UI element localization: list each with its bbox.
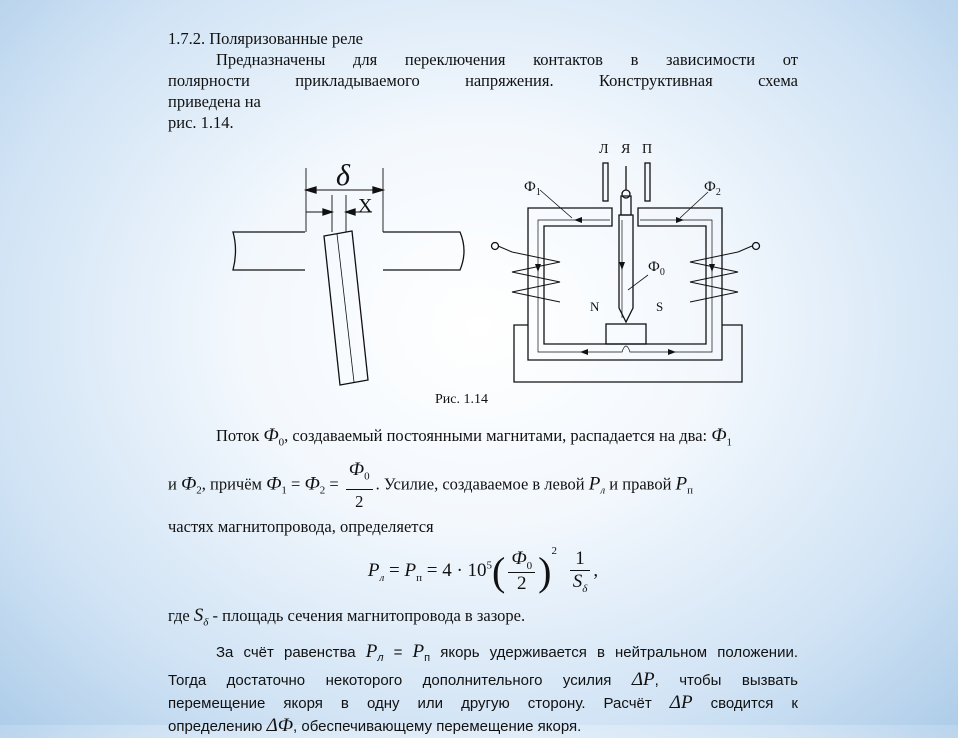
label-phi1: $Ф_1$ bbox=[524, 179, 541, 198]
paragraph-balance-2: Тогда достаточно некоторого дополнительного усилия ΔP, чтобы вызвать bbox=[168, 668, 799, 690]
intro-line-2: полярности прикладываемого напряжения. Конструктивная схема bbox=[168, 71, 798, 90]
label-armature: Я bbox=[621, 142, 631, 157]
paragraph-balance-3: перемещение якоря в одну или другую сторону. Расчёт ΔP сводится к bbox=[168, 691, 798, 713]
intro-line-4: рис. 1.14. bbox=[168, 113, 234, 132]
paragraph-where: где $S_\delta$ - площадь сечения магнитопровода в зазоре. bbox=[168, 604, 526, 628]
body-text bbox=[168, 422, 798, 738]
paragraph-flux: Поток $Ф_0$, создаваемый постоянными магнитами, распадается на два: $Ф_1$ bbox=[216, 425, 733, 449]
label-phi2: $Ф_2$ bbox=[704, 179, 721, 198]
force-formula: $P_л = P_п = 4 \cdot 10^5$( $\frac{Ф_0}{2}$ )$^2$ $\frac{1}{S_\delta}$ , bbox=[367, 544, 599, 595]
paragraph-equality: и $Ф_2$, причём $Ф_1 = Ф_2$ = $\frac{Ф_0}{2}$ . Усилие, создаваемое в левой $P_л$ и правой $P_п$ bbox=[168, 458, 798, 513]
gap-detail bbox=[233, 168, 464, 385]
intro-line-3: приведена на bbox=[168, 92, 261, 111]
fraction-phi0-half: $\frac{Ф_0}{2}$ bbox=[346, 458, 373, 513]
label-x: X bbox=[358, 195, 373, 217]
label-south: S bbox=[656, 299, 664, 314]
label-delta: δ bbox=[336, 159, 350, 192]
figure-caption: Рис. 1.14 bbox=[435, 392, 488, 407]
label-north: N bbox=[590, 299, 600, 314]
paragraph-balance-4: определению ΔФ, обеспечивающему перемещение якоря. bbox=[168, 714, 582, 736]
label-contact-right: П bbox=[642, 142, 653, 157]
paragraph-parts: частях магнитопровода, определяется bbox=[168, 516, 434, 536]
section-heading: 1.7.2. Поляризованные реле bbox=[168, 29, 363, 48]
label-phi0: $Ф_0$ bbox=[648, 259, 665, 278]
paragraph-balance-1: За счёт равенства $P_л = P_п$ якорь удерживается в нейтральном положении. bbox=[216, 640, 799, 664]
label-contact-left: Л bbox=[599, 142, 609, 157]
intro-line-1: Предназначены для переключения контактов в зависимости от bbox=[216, 50, 798, 69]
